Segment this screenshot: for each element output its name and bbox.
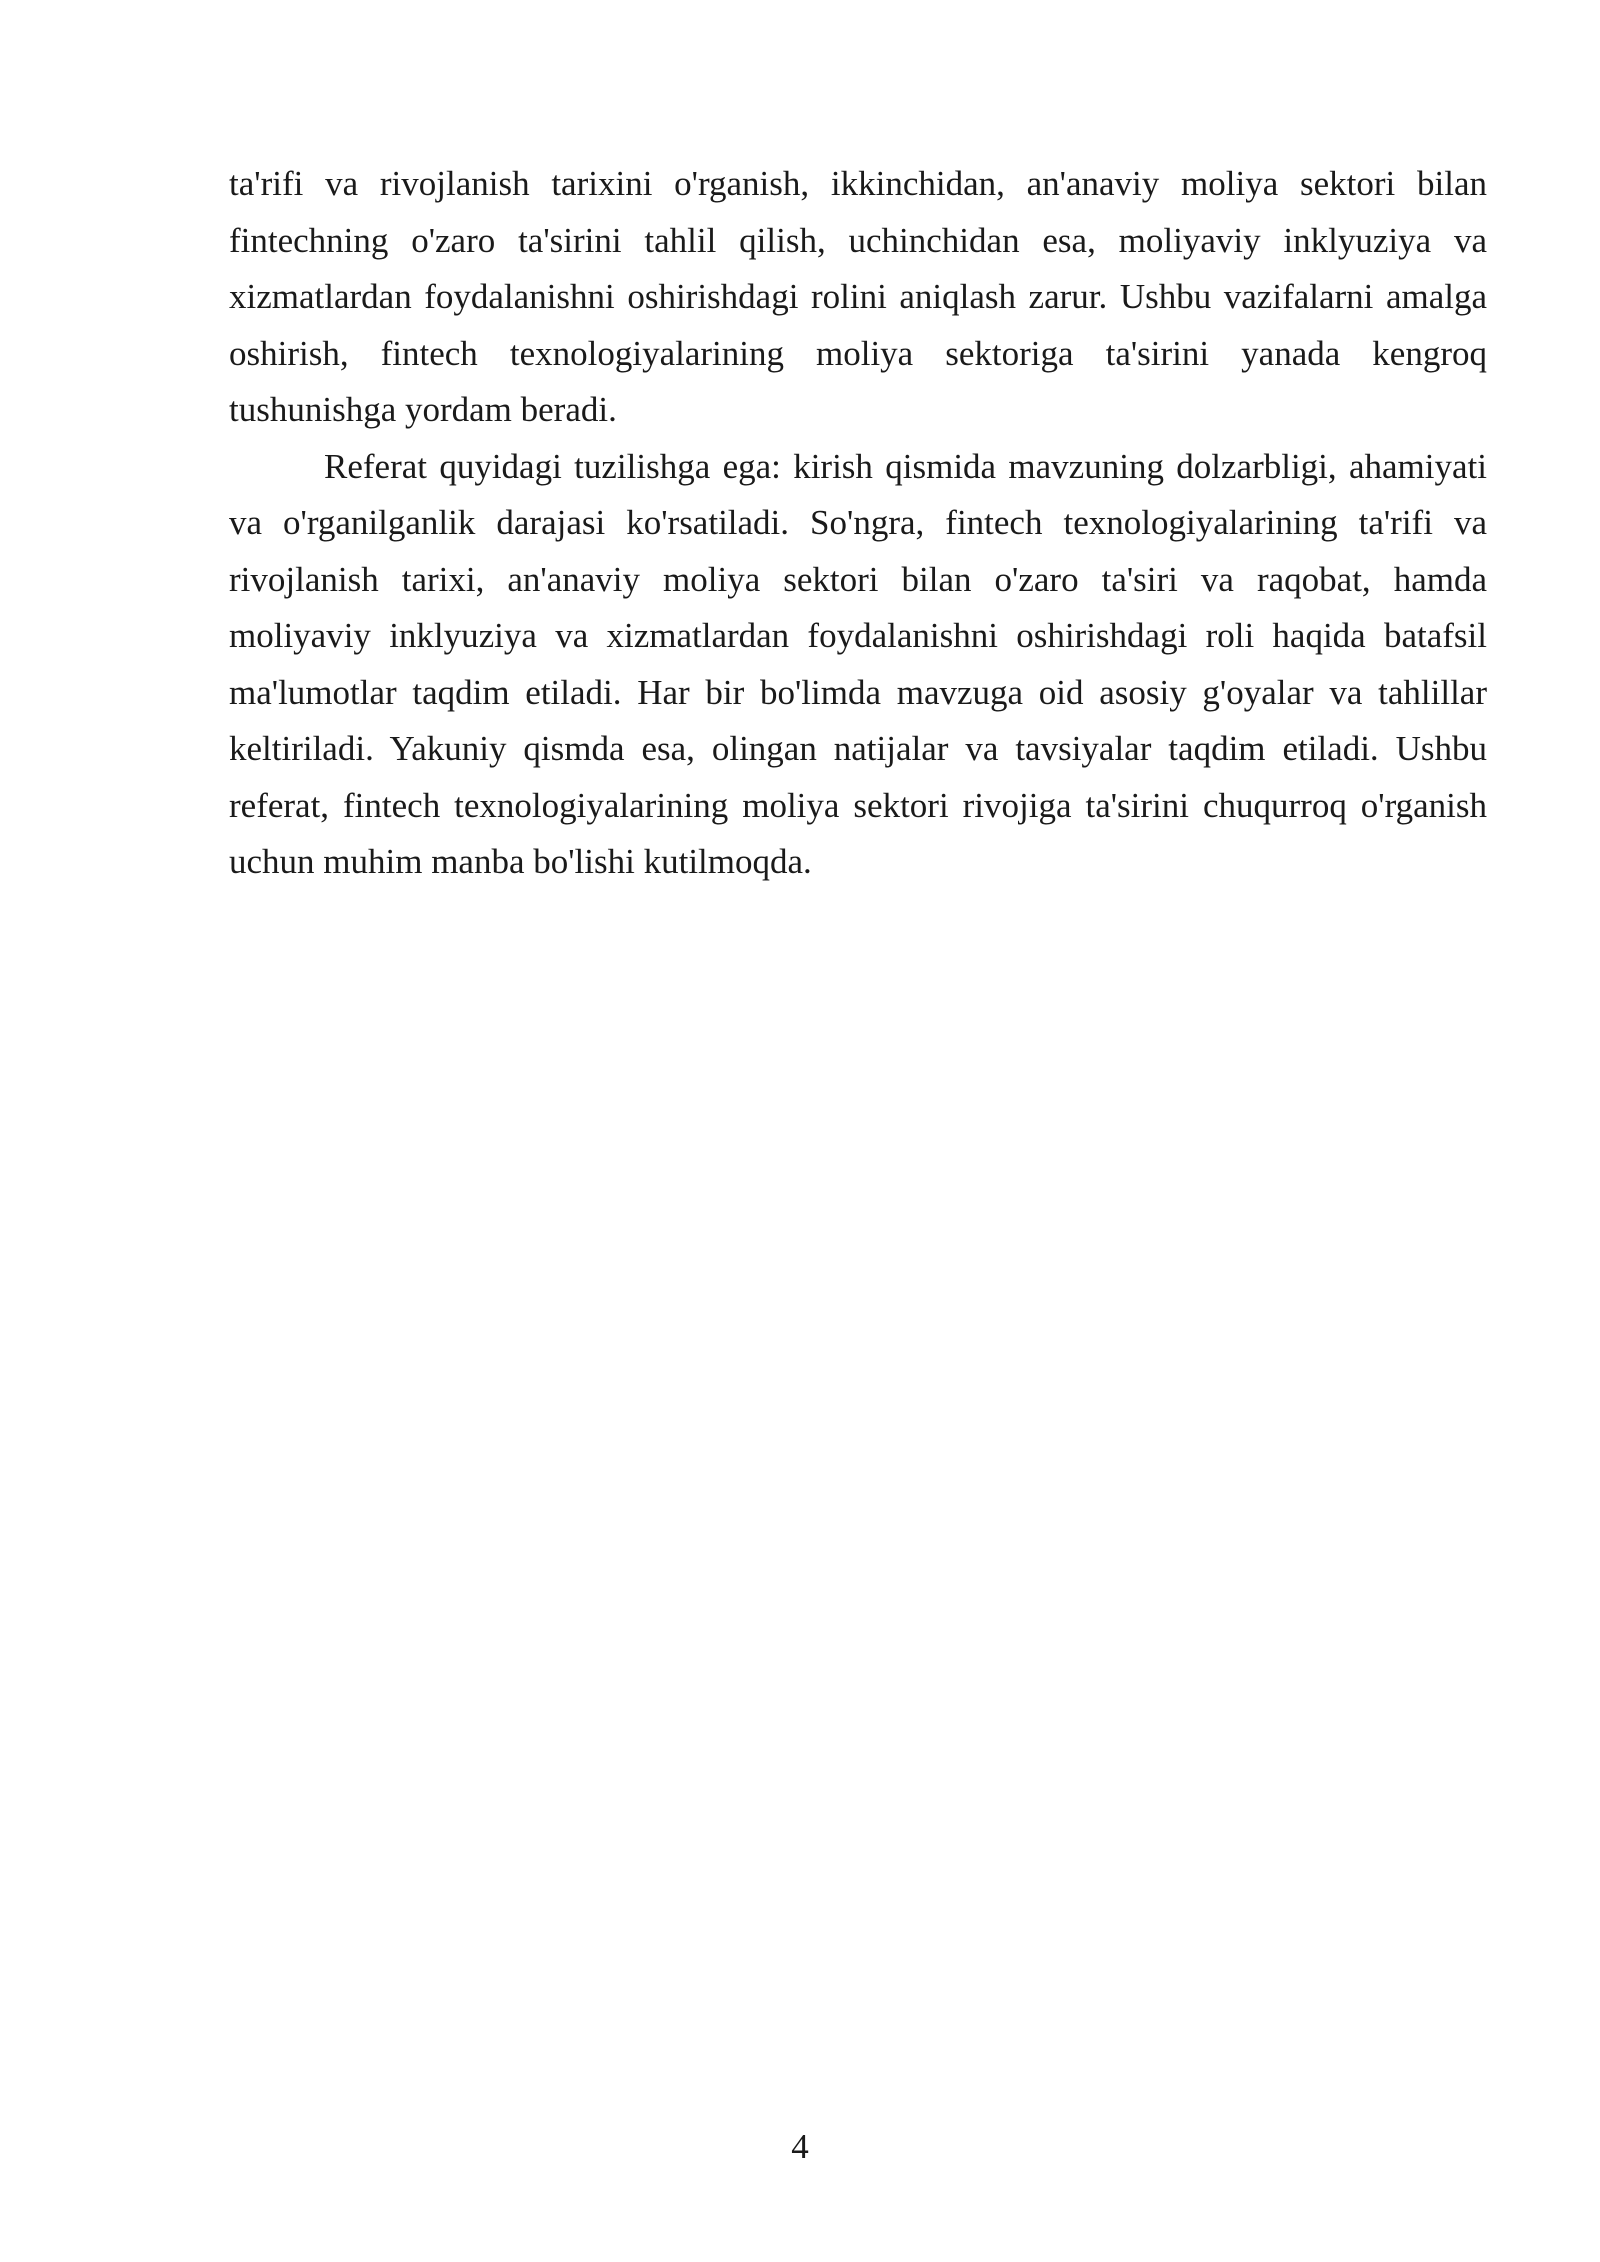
paragraph-continuation: ta'rifi va rivojlanish tarixini o'rganish, ikkinchidan, an'anaviy moliya sektori bilan fintechning o'zaro ta'sirini tahlil qilish, uchinchidan esa, moliyaviy inklyuziya va xizmatlardan foydalanishni oshirishdagi rolini aniqlash zarur. Ushbu vazifalarni amalga oshirish, fintech texnologiyalarining moliya sektoriga ta'sirini yanada kengroq tushunishga yordam beradi. xyxy=(229,164,1487,429)
paragraph-structure: Referat quyidagi tuzilishga ega: kirish qismida mavzuning dolzarbligi, ahamiyati va o'rganilganlik darajasi ko'rsatiladi. So'ngra, fintech texnologiyalarining ta'rifi va rivojlanish tarixi, an'anaviy moliya sektori bilan o'zaro ta'siri va raqobat, hamda moliyaviy inklyuziya va xizmatlardan foydalanishni oshirishdagi roli haqida batafsil ma'lumotlar taqdim etiladi. Har bir bo'limda mavzuga oid asosiy g'oyalar va tahlillar keltiriladi. Yakuniy qismda esa, olingan natijalar va tavsiyalar taqdim etiladi. Ushbu referat, fintech texnologiyalarining moliya sektori rivojiga ta'sirini chuqurroq o'rganish uchun muhim manba bo'lishi kutilmoqda. xyxy=(229,446,1487,881)
page-number: 4 xyxy=(791,2127,809,2166)
body-text xyxy=(229,156,1487,891)
